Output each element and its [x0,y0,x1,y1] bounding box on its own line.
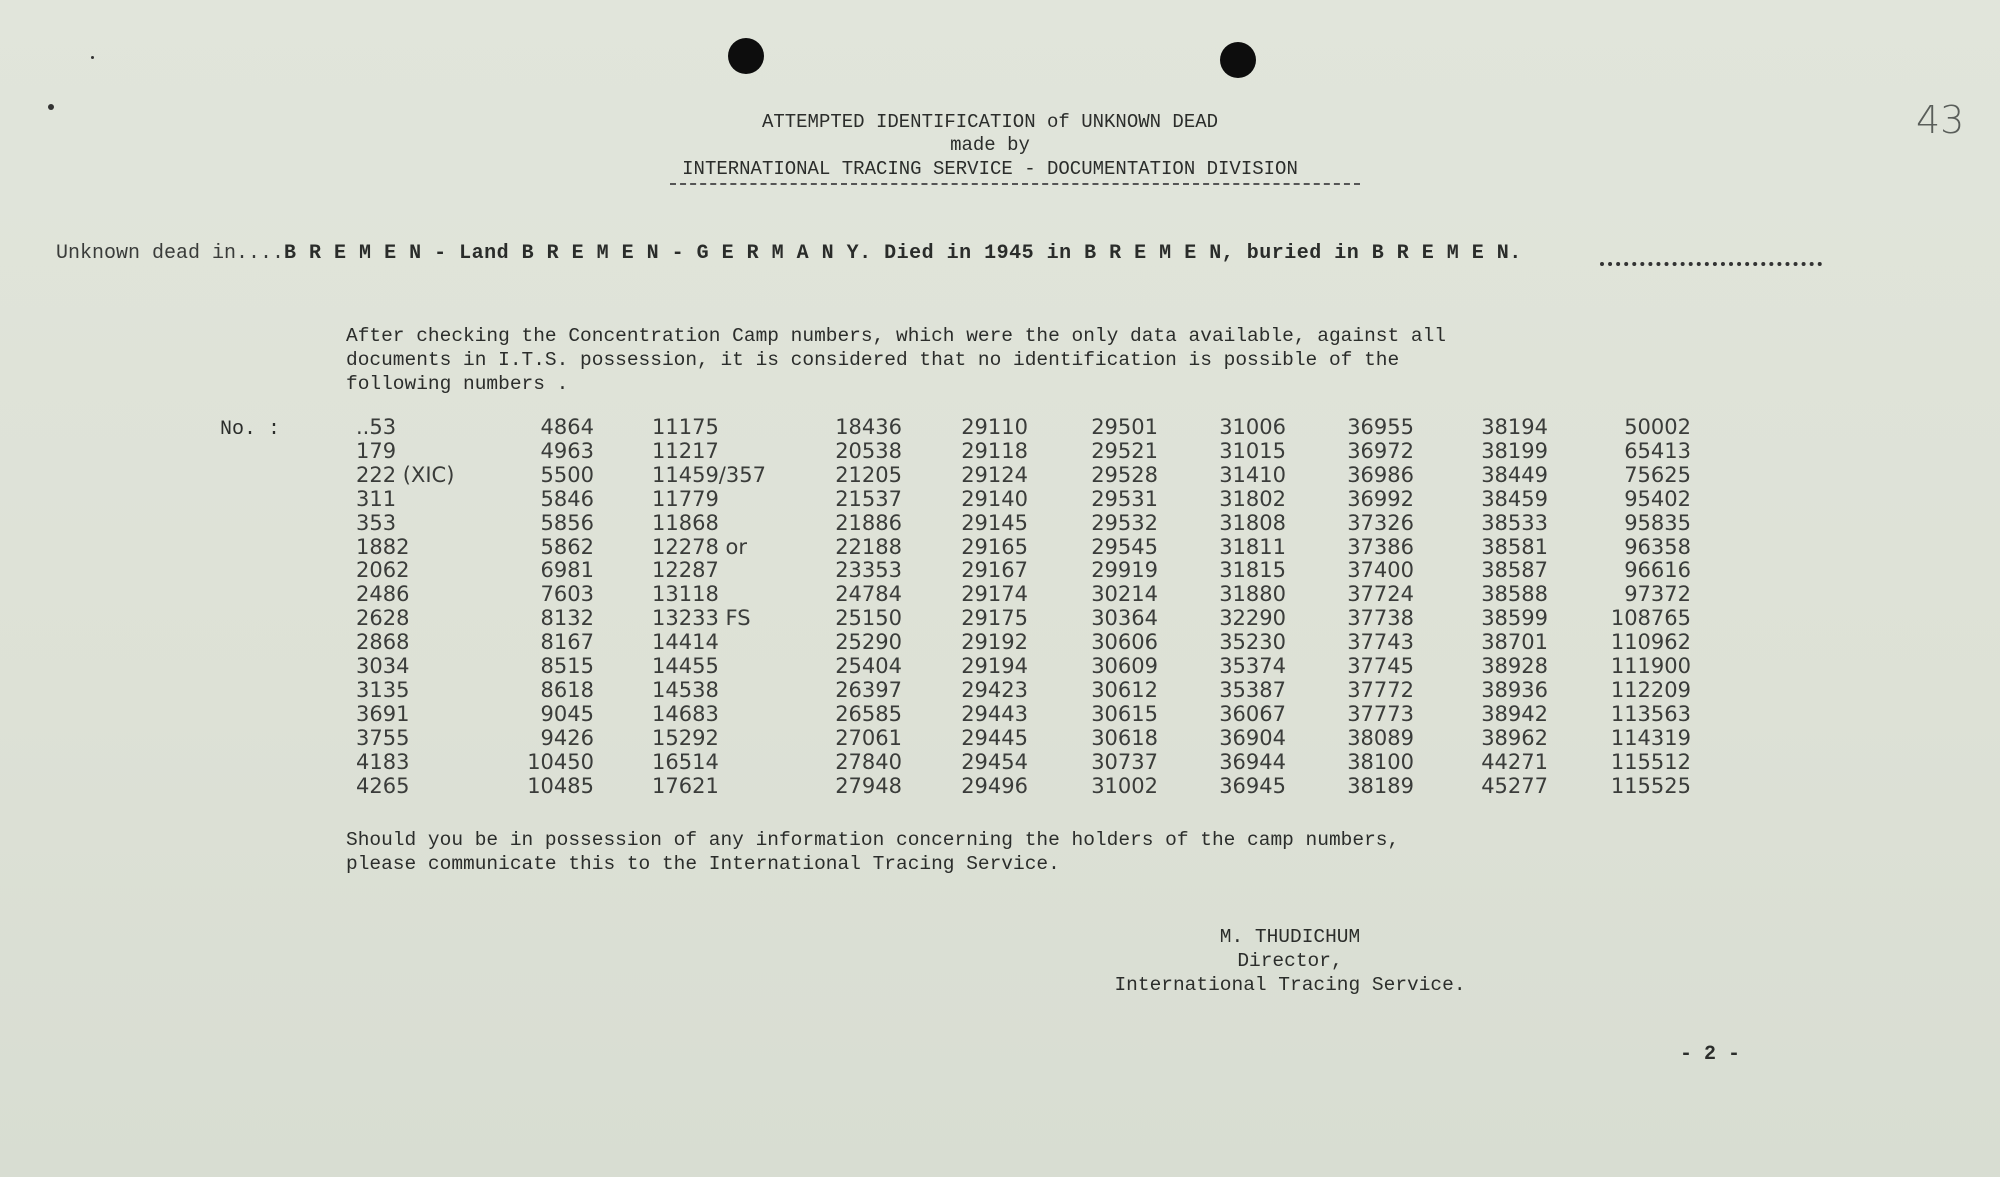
camp-number: 29531 [1091,486,1158,511]
camp-number: 11779 [652,486,719,511]
camp-number: 32290 [1219,606,1286,631]
camp-number: 29167 [961,558,1028,583]
camp-number: 4963 [540,438,594,463]
camp-number: 110962 [1610,630,1691,655]
camp-number: 3691 [356,701,410,726]
number-column [356,416,486,799]
camp-number: 37724 [1347,582,1414,607]
camp-number: 38581 [1481,534,1548,559]
number-column [652,416,812,799]
camp-number: 29521 [1091,438,1158,463]
camp-number: 29545 [1091,534,1158,559]
camp-number: 35387 [1219,677,1286,702]
camp-number: 36945 [1219,773,1286,798]
camp-number: 24784 [835,582,902,607]
camp-number: 29165 [961,534,1028,559]
camp-number: 38199 [1481,438,1548,463]
camp-number: 12278 or [652,534,747,559]
camp-number: 11459/357 [652,462,766,487]
camp-number: 95402 [1624,486,1691,511]
camp-number: 30737 [1091,749,1158,774]
camp-number: 2486 [356,582,410,607]
camp-number: 35230 [1219,630,1286,655]
camp-number: 31808 [1219,510,1286,535]
camp-number: 3755 [356,725,410,750]
header-organization: INTERNATIONAL TRACING SERVICE - DOCUMENTATION DIVISION [682,158,1298,180]
camp-number: 31006 [1219,415,1286,439]
camp-number: 37743 [1347,630,1414,655]
camp-number: 25404 [835,654,902,679]
camp-number: 26585 [835,701,902,726]
camp-number: 38599 [1481,606,1548,631]
dotted-leader [1600,262,1822,266]
camp-number: 38701 [1481,630,1548,655]
camp-number: 21537 [835,486,902,511]
number-column [1088,416,1158,799]
closing-line: please communicate this to the International Tracing Service. [346,853,1060,875]
camp-number: 96358 [1624,534,1691,559]
camp-number: 5846 [540,486,594,511]
camp-number: 36904 [1219,725,1286,750]
speck [48,104,54,110]
page-number: 43 [1916,98,1965,142]
camp-number: 17621 [652,773,719,798]
camp-number: 29110 [961,415,1028,439]
camp-number: 18436 [835,415,902,439]
camp-number: 31802 [1219,486,1286,511]
camp-number: 38533 [1481,510,1548,535]
header-made-by: made by [950,134,1030,156]
camp-number: 29501 [1091,415,1158,439]
camp-number: 29194 [961,654,1028,679]
camp-number: 112209 [1610,677,1691,702]
camp-number: 8132 [540,606,594,631]
camp-number: 45277 [1481,773,1548,798]
camp-number: 2062 [356,558,410,583]
camp-number: 222 (XIC) [356,462,455,487]
camp-number: 44271 [1481,749,1548,774]
number-column [524,416,594,799]
camp-number: 37772 [1347,677,1414,702]
camp-number: 50002 [1624,415,1691,439]
camp-number: 311 [356,486,397,511]
camp-number: 75625 [1624,462,1691,487]
camp-number: 37738 [1347,606,1414,631]
camp-number: 27948 [835,773,902,798]
camp-number: 14455 [652,654,719,679]
camp-number: 25150 [835,606,902,631]
camp-number: 36972 [1347,438,1414,463]
camp-number: 38100 [1347,749,1414,774]
camp-number: 4265 [356,773,410,798]
camp-number: 20538 [835,438,902,463]
camp-number: 97372 [1624,582,1691,607]
camp-number: 13118 [652,582,719,607]
header-rule [670,183,1360,185]
camp-number: 2628 [356,606,410,631]
camp-number: 27061 [835,725,902,750]
signatory-title: Director, [1237,950,1343,972]
camp-number: 65413 [1624,438,1691,463]
camp-number: 115512 [1610,749,1691,774]
intro-line: following numbers . [346,373,569,395]
number-column [1478,416,1548,799]
camp-number: 38459 [1481,486,1548,511]
camp-number: 9426 [540,725,594,750]
camp-number: 12287 [652,558,719,583]
unknown-dead-location: B R E M E N - Land B R E M E N - G E R M A N Y. Died in 1945 in B R E M E N, buried in B R E M E N. [284,242,1522,265]
camp-number: 3034 [356,654,410,679]
camp-number: 29175 [961,606,1028,631]
camp-number: 37745 [1347,654,1414,679]
camp-number: ..53 [356,415,397,439]
camp-number: 36067 [1219,701,1286,726]
camp-number: 31811 [1219,534,1286,559]
camp-number: 35374 [1219,654,1286,679]
camp-number: 4864 [540,415,594,439]
camp-number: 31880 [1219,582,1286,607]
camp-number: 29140 [961,486,1028,511]
camp-number: 31002 [1091,773,1158,798]
camp-number: 38587 [1481,558,1548,583]
camp-number: 36955 [1347,415,1414,439]
camp-number: 26397 [835,677,902,702]
camp-number: 30214 [1091,582,1158,607]
page-footer: - 2 - [1680,1043,1741,1066]
camp-number: 31015 [1219,438,1286,463]
camp-number: 31815 [1219,558,1286,583]
camp-number: 29145 [961,510,1028,535]
camp-number: 29445 [961,725,1028,750]
camp-number: 21205 [835,462,902,487]
camp-number: 95835 [1624,510,1691,535]
camp-number: 21886 [835,510,902,535]
camp-number: 111900 [1610,654,1691,679]
camp-number: 38449 [1481,462,1548,487]
camp-number: 22188 [835,534,902,559]
number-column [1606,416,1691,799]
camp-number: 96616 [1624,558,1691,583]
camp-number: 5862 [540,534,594,559]
camp-number: 29919 [1091,558,1158,583]
camp-number: 29174 [961,582,1028,607]
camp-number: 36944 [1219,749,1286,774]
camp-number: 30618 [1091,725,1158,750]
camp-number: 30615 [1091,701,1158,726]
camp-number: 29528 [1091,462,1158,487]
camp-number: 14414 [652,630,719,655]
signature-block [1090,925,1490,997]
camp-number: 30606 [1091,630,1158,655]
camp-number: 29423 [961,677,1028,702]
camp-number: 36986 [1347,462,1414,487]
camp-number: 5856 [540,510,594,535]
camp-number: 37773 [1347,701,1414,726]
camp-number: 11175 [652,415,719,439]
camp-number: 8618 [540,677,594,702]
camp-number: 16514 [652,749,719,774]
number-label: No. : [220,418,281,441]
camp-number: 3135 [356,677,410,702]
camp-number: 29118 [961,438,1028,463]
camp-number: 2868 [356,630,410,655]
camp-number: 1882 [356,534,410,559]
camp-number: 10450 [527,749,594,774]
camp-number: 38588 [1481,582,1548,607]
camp-number: 29192 [961,630,1028,655]
unknown-dead-label: Unknown dead in.... [56,242,285,265]
camp-number: 29496 [961,773,1028,798]
camp-number: 29454 [961,749,1028,774]
camp-number: 10485 [527,773,594,798]
camp-number: 30612 [1091,677,1158,702]
signatory-name: M. THUDICHUM [1219,926,1361,948]
camp-number: 11217 [652,438,719,463]
camp-number: 8515 [540,654,594,679]
camp-number: 38089 [1347,725,1414,750]
camp-number: 38942 [1481,701,1548,726]
camp-number: 114319 [1610,725,1691,750]
camp-number: 29532 [1091,510,1158,535]
camp-number: 37400 [1347,558,1414,583]
header-title: ATTEMPTED IDENTIFICATION of UNKNOWN DEAD [761,111,1219,133]
camp-number: 13233 FS [652,606,751,631]
number-column [1216,416,1286,799]
camp-number: 38936 [1481,677,1548,702]
camp-number: 14683 [652,701,719,726]
camp-number: 37386 [1347,534,1414,559]
camp-number: 27840 [835,749,902,774]
camp-number: 37326 [1347,510,1414,535]
closing-paragraph [346,828,1399,876]
camp-number: 113563 [1610,701,1691,726]
camp-number: 353 [356,510,397,535]
intro-line: documents in I.T.S. possession, it is considered that no identification is possible of the [346,349,1400,371]
unknown-dead-line [56,242,1522,265]
camp-number: 4183 [356,749,410,774]
camp-number: 38928 [1481,654,1548,679]
punch-hole-right [1220,42,1256,78]
punch-hole-left [728,38,764,74]
camp-number: 6981 [540,558,594,583]
camp-number: 7603 [540,582,594,607]
camp-number: 30609 [1091,654,1158,679]
camp-number: 179 [356,438,397,463]
camp-number: 25290 [835,630,902,655]
camp-number: 31410 [1219,462,1286,487]
signatory-organization: International Tracing Service. [1114,974,1466,996]
camp-number: 14538 [652,677,719,702]
number-column [958,416,1028,799]
camp-number: 38194 [1481,415,1548,439]
camp-number: 11868 [652,510,719,535]
camp-number: 8167 [540,630,594,655]
number-column [832,416,902,799]
camp-number: 5500 [540,462,594,487]
camp-number: 38189 [1347,773,1414,798]
camp-number: 115525 [1610,773,1691,798]
camp-number: 15292 [652,725,719,750]
camp-number: 36992 [1347,486,1414,511]
closing-line: Should you be in possession of any information concerning the holders of the camp numbers, [346,829,1400,851]
intro-line: After checking the Concentration Camp numbers, which were the only data available, against all [346,325,1446,347]
camp-number: 9045 [540,701,594,726]
camp-number: 29124 [961,462,1028,487]
speck [91,56,94,59]
camp-number: 23353 [835,558,902,583]
camp-number: 29443 [961,701,1028,726]
camp-number: 108765 [1610,606,1691,631]
number-column [1344,416,1414,799]
camp-number: 30364 [1091,606,1158,631]
camp-number: 38962 [1481,725,1548,750]
intro-paragraph [346,324,1446,396]
